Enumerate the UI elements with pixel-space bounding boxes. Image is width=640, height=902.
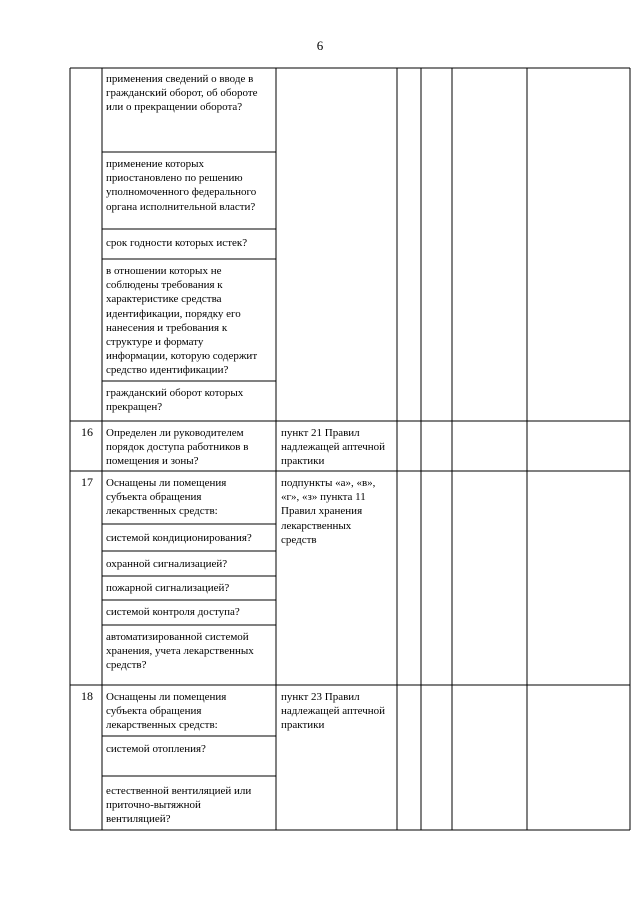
item-16-reference: пункт 21 Правил надлежащей аптечной практики: [281, 427, 386, 468]
subquestion-text: естественной вентиляцией или приточно-вытяжной вентиляцией?: [106, 785, 252, 826]
item-number-16: 16: [81, 425, 93, 439]
item-17-reference: подпункты «а», «в», «г», «з» пункта 11 Правил хранения лекарственных средств: [281, 477, 376, 546]
item-number-18: 18: [81, 689, 93, 703]
item-17-question: Оснащены ли помещения субъекта обращения лекарственных средств:: [106, 477, 227, 518]
item-16-question: Определен ли руководителем порядок доступа работников в помещения и зоны?: [106, 427, 249, 468]
item-18-question: Оснащены ли помещения субъекта обращения лекарственных средств:: [106, 691, 227, 732]
subquestion-text: срок годности которых истек?: [106, 237, 248, 249]
subquestion-text: в отношении которых не соблюдены требования к характеристике средства идентификации, порядку его нанесения и требования к структуре и формату информации, которую содержит средство идентификации?: [106, 265, 258, 377]
subquestion-text: применение которых приостановлено по решению уполномоченного федерального органа исполнительной власти?: [106, 158, 257, 213]
item-18-reference: пункт 23 Правил надлежащей аптечной практики: [281, 691, 386, 732]
subquestion-text: системой отопления?: [106, 743, 206, 755]
subquestion-text: автоматизированной системой хранения, учета лекарственных средств?: [106, 631, 254, 672]
subquestion-text: охранной сигнализацией?: [106, 558, 228, 570]
subquestion-text: применения сведений о вводе в гражданский оборот, об обороте или о прекращении оборота?: [106, 73, 258, 114]
subquestion-text: системой кондиционирования?: [106, 532, 252, 544]
page-number: 6: [316, 38, 324, 53]
item-number-17: 17: [81, 475, 93, 489]
subquestion-text: гражданский оборот которых прекращен?: [106, 387, 244, 414]
subquestion-text: системой контроля доступа?: [106, 606, 240, 618]
subquestion-text: пожарной сигнализацией?: [106, 582, 230, 594]
